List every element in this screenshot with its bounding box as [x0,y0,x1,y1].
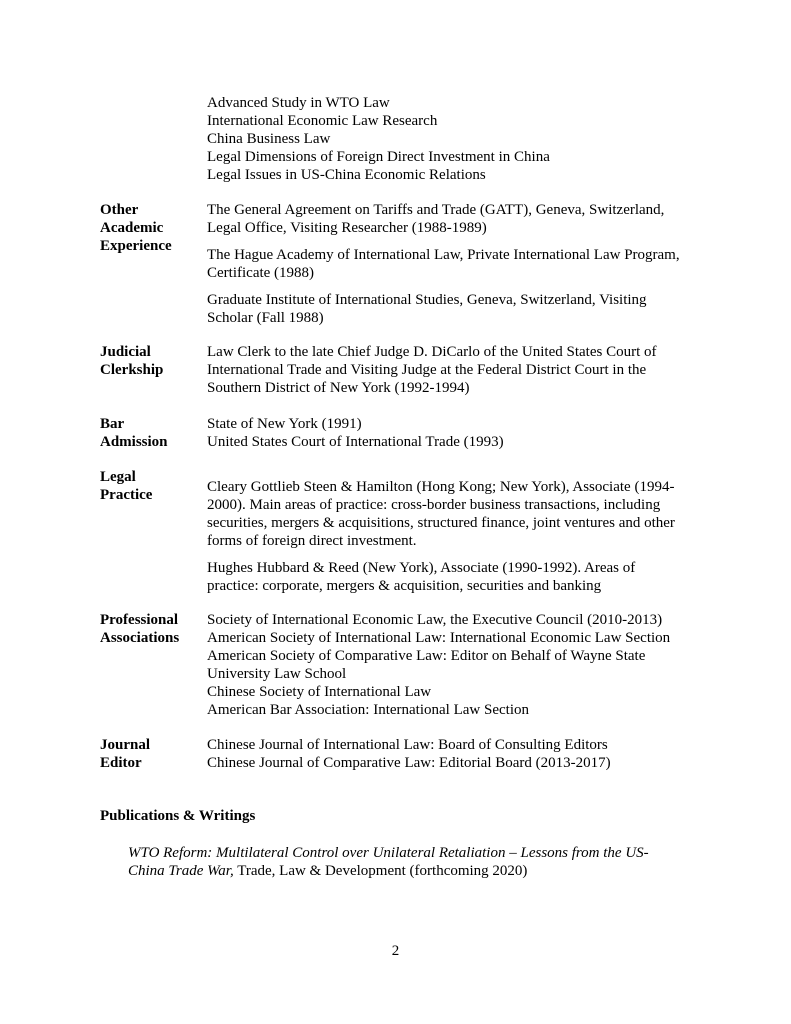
entry: Chinese Journal of International Law: Board of Consulting Editors Chinese Journal of Comparative Law: Editorial Board (2013-2017) [207,737,611,771]
section-content [207,736,712,772]
section-label: Other Academic Experience [100,202,172,254]
course-item: China Business Law [207,131,331,147]
course-list [207,94,727,184]
entry: The General Agreement on Tariffs and Trade (GATT), Geneva, Switzerland, Legal Office, Visiting Researcher (1988-1989) [207,202,665,236]
entry: State of New York (1991) United States Court of International Trade (1993) [207,416,504,450]
publication-venue: Trade, Law & Development (forthcoming 2020) [233,863,528,879]
course-item: Legal Dimensions of Foreign Direct Investment in China [207,149,550,165]
publication-title: WTO Reform: Multilateral Control over Unilateral Retaliation – Lessons from the US- [128,845,649,861]
section-label: Bar Admission [100,416,168,450]
publication-title-continued: China Trade War, [128,863,234,879]
section-content [207,343,712,397]
entry: Graduate Institute of International Studies, Geneva, Switzerland, Visiting Scholar (Fall 1988) [207,292,647,326]
section-label: Judicial Clerkship [100,344,164,378]
course-item: Advanced Study in WTO Law [207,95,390,111]
course-item: Legal Issues in US-China Economic Relations [207,167,486,183]
entry: Cleary Gottlieb Steen & Hamilton (Hong Kong; New York), Associate (1994- 2000). Main areas of practice: cross-border business transactions, including securities, mergers & acquisitions, structured finance, joint ventures and other forms of foreign direct investment. [207,479,675,549]
publications-heading: Publications & Writings [100,808,256,824]
entry: The Hague Academy of International Law, Private International Law Program, Certificate (1988) [207,247,680,281]
entry: Hughes Hubbard & Reed (New York), Associate (1990-1992). Areas of practice: corporate, mergers & acquisition, securities and banking [207,560,636,594]
section-content [207,478,712,595]
entry: Law Clerk to the late Chief Judge D. DiCarlo of the United States Court of International Trade and Visiting Judge at the Federal District Court in the Southern District of New York (1992-1994) [207,344,657,396]
section-content [207,201,712,327]
section-content [207,415,712,451]
section-label: Journal Editor [100,737,151,771]
publication-entry [128,844,688,880]
section-content [207,611,712,719]
section-label: Professional Associations [100,612,180,646]
course-item: International Economic Law Research [207,113,438,129]
page-number: 2 [391,943,400,959]
entry: Society of International Economic Law, the Executive Council (2010-2013) American Society of International Law: International Economic Law Section American Society of Comparative Law: Editor on Behalf of Wayne State University Law School Chinese Society of International Law American Bar Association: International Law Section [207,612,671,718]
section-label: Legal Practice [100,469,153,503]
